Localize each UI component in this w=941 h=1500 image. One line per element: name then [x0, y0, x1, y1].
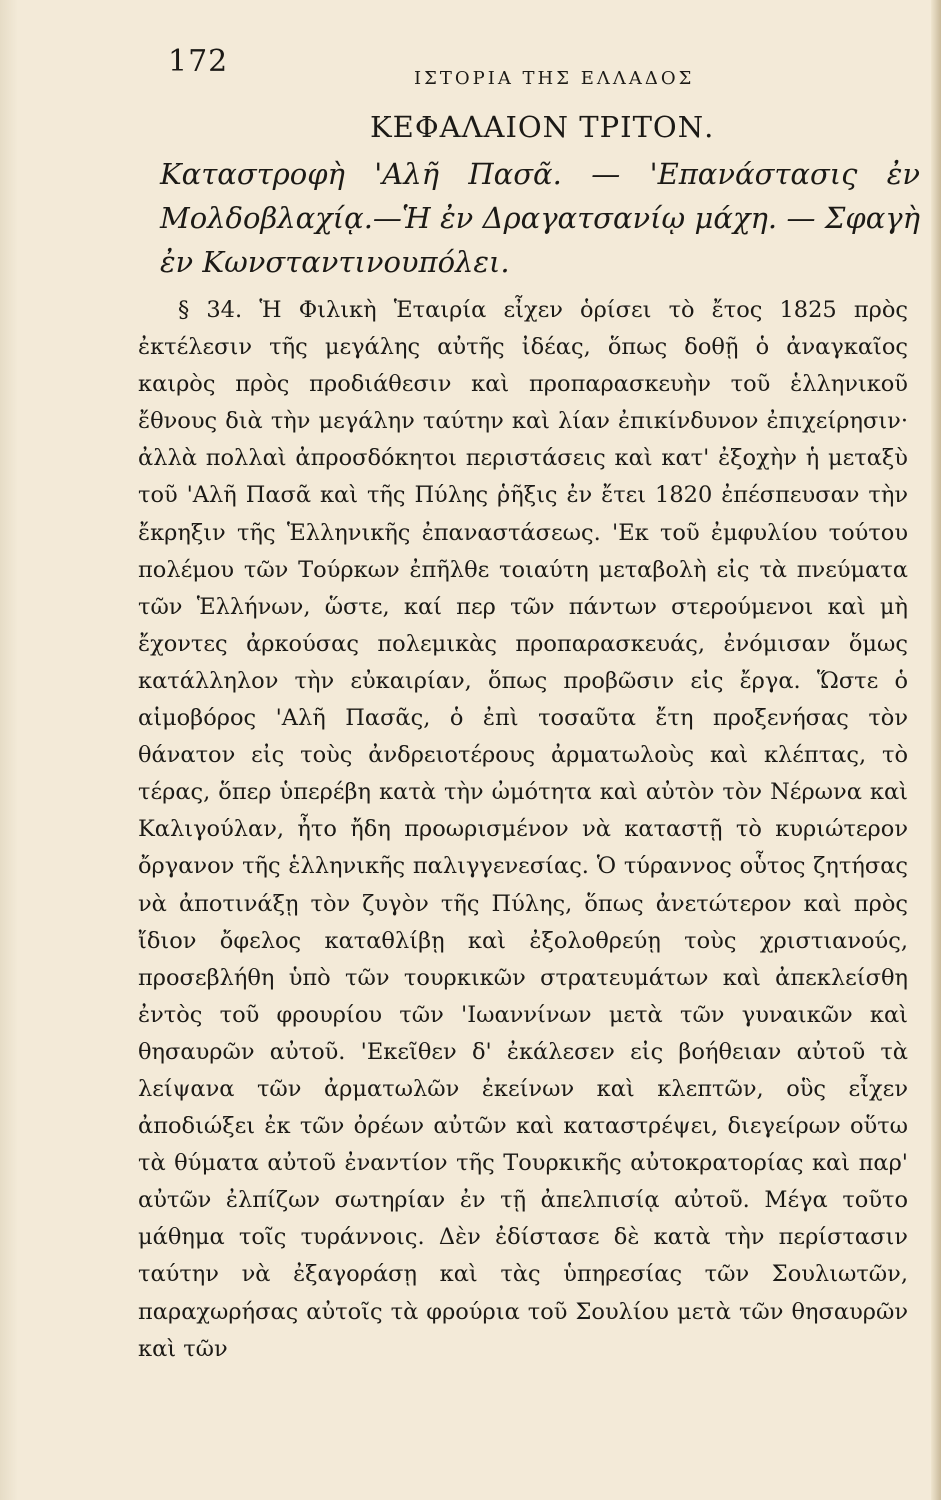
chapter-title: ΚΕΦΑΛΑΙΟΝ ΤΡΙΤΟΝ. — [370, 110, 715, 144]
page-edge — [931, 0, 941, 1500]
chapter-summary: Καταστροφὴ 'Αλῆ Πασᾶ. — 'Επανάστασις ἐν Μολδοβλαχίᾳ.—Ἡ ἐν Δραγατσανίῳ μάχη. — Σφαγὴ ἐν Κωνσταντινουπόλει. — [160, 157, 920, 279]
page-gutter-shadow — [0, 0, 18, 1500]
page-number: 172 — [168, 44, 229, 79]
paragraph: § 34. Ἡ Φιλικὴ Ἑταιρία εἶχεν ὁρίσει τὸ ἔτος 1825 πρὸς ἐκτέλεσιν τῆς μεγάλης αὐτῆς ἰδέας, ὅπως δοθῇ ὁ ἀναγκαῖος καιρὸς πρὸς προδιάθεσιν καὶ προπαρασκευὴν τοῦ ἑλληνικοῦ ἔθνους διὰ τὴν μεγάλην ταύτην καὶ λίαν ἐπικίνδυνον ἐπιχείρησιν· ἀλλὰ πολλαὶ ἀπροσδόκητοι περιστάσεις καὶ κατ' ἐξοχὴν ἡ μεταξὺ τοῦ 'Αλῆ Πασᾶ καὶ τῆς Πύλης ῥῆξις ἐν ἔτει 1820 ἐπέσπευσαν τὴν ἔκρηξιν τῆς Ἑλληνικῆς ἐπαναστάσεως. 'Εκ τοῦ ἐμφυλίου τούτου πολέμου τῶν Τούρκων ἐπῆλθε τοιαύτη μεταβολὴ εἰς τὰ πνεύματα τῶν Ἑλλήνων, ὥστε, καί περ τῶν πάντων στερούμενοι καὶ μὴ ἔχοντες ἀρκούσας πολεμικὰς προπαρασκευάς, ἐνόμισαν ὅμως κατάλληλον τὴν εὐκαιρίαν, ὅπως προβῶσιν εἰς ἔργα. Ὥστε ὁ αἱμοβόρος 'Αλῆ Πασᾶς, ὁ ἐπὶ τοσαῦτα ἔτη προξενήσας τὸν θάνατον εἰς τοὺς ἀνδρειοτέρους ἀρματωλοὺς καὶ κλέπτας, τὸ τέρας, ὅπερ ὑπερέβη κατὰ τὴν ὠμότητα καὶ αὐτὸν τὸν Νέρωνα καὶ Καλιγούλαν, ἦτο ἤδη προωρισμένον νὰ καταστῇ τὸ κυριώτερον ὄργανον τῆς ἑλληνικῆς παλιγγενεσίας. Ὁ τύραννος οὗτος ζητήσας νὰ ἀποτινάξῃ τὸν ζυγὸν τῆς Πύλης, ὅπως ἀνετώτερον καὶ πρὸς ἴδιον ὄφελος καταθλίβῃ καὶ ἐξολοθρεύῃ τοὺς χριστιανούς, προσεβλήθη ὑπὸ τῶν τουρκικῶν στρατευμάτων καὶ ἀπεκλείσθη ἐντὸς τοῦ φρουρίου τῶν 'Ιωαννίνων μετὰ τῶν γυναικῶν καὶ θησαυρῶν αὐτοῦ. 'Εκεῖθεν δ' ἐκάλεσεν εἰς βοήθειαν αὐτοῦ τὰ λείψανα τῶν ἀρματωλῶν ἐκείνων καὶ κλεπτῶν, οὓς εἶχεν ἀποδιώξει ἐκ τῶν ὀρέων αὐτῶν καὶ καταστρέψει, διεγείρων οὕτω τὰ θύματα αὐτοῦ ἐναντίον τῆς Τουρκικῆς αὐτοκρατορίας καὶ παρ' αὐτῶν ἐλπίζων σωτηρίαν ἐν τῇ ἀπελπισίᾳ αὐτοῦ. Μέγα τοῦτο μάθημα τοῖς τυράννοις. Δὲν ἐδίστασε δὲ κατὰ τὴν περίστασιν ταύτην νὰ ἐξαγοράσῃ καὶ τὰς ὑπηρεσίας τῶν Σουλιωτῶν, παραχωρήσας αὐτοῖς τὰ φρούρια τοῦ Σουλίου μετὰ τῶν θησαυρῶν καὶ τῶν — [138, 297, 908, 1362]
running-head: ΙΣΤΟΡΙΑ ΤΗΣ ΕΛΛΑΔΟΣ — [414, 68, 695, 89]
body-text — [138, 292, 908, 1368]
